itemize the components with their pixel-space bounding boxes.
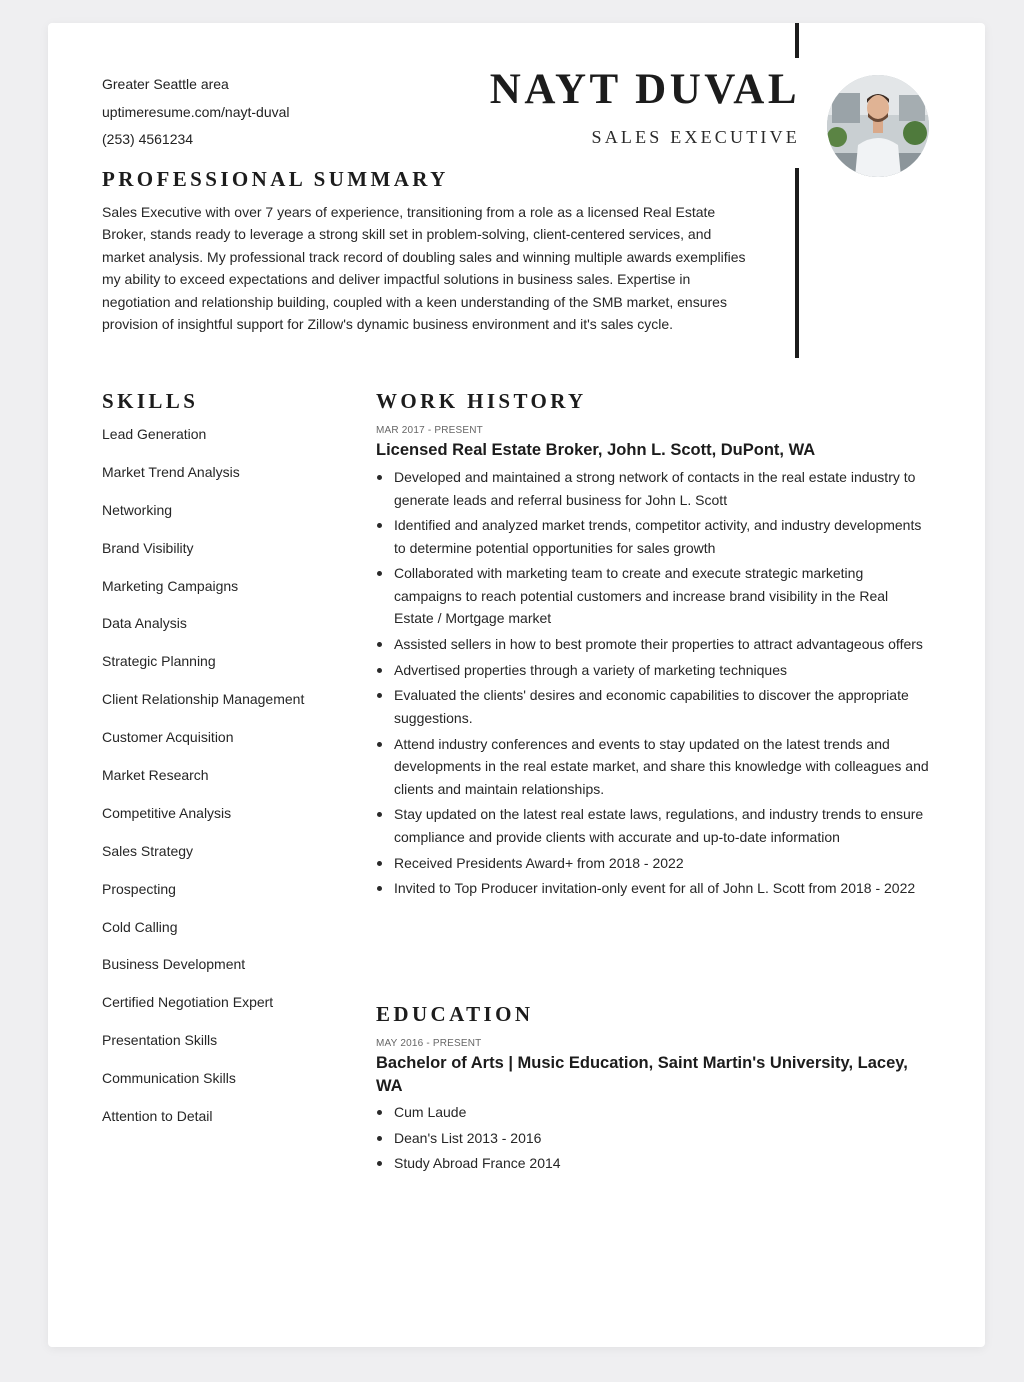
- work-role: Licensed Real Estate Broker, John L. Scott, DuPont, WA: [376, 441, 816, 459]
- bullet-icon: [377, 742, 382, 747]
- skills-heading: SKILLS: [102, 389, 199, 413]
- work-bullet: Received Presidents Award+ from 2018 - 2022: [376, 852, 931, 875]
- summary-heading: PROFESSIONAL SUMMARY: [102, 167, 449, 191]
- education-heading: EDUCATION: [376, 1002, 534, 1026]
- summary-text: Sales Executive with over 7 years of experience, transitioning from a role as a licensed Real Estate Broker, stands ready to leverage a strong skill set in problem-solving, client-centered services, and market analysis. My professional track record of doubling sales and winning multiple awards exemplifies my ability to exceed expectations and deliver impactful solutions in business sales. Expertise in negotiation and relationship building, coupled with a keen understanding of the SMB market, ensures provision of insightful support for Zillow's dynamic business environment and it's sales cycle.: [102, 204, 746, 333]
- work-bullet: Advertised properties through a variety of marketing techniques: [376, 659, 931, 682]
- bullet-icon: [377, 886, 382, 891]
- bullet-icon: [377, 523, 382, 528]
- education-bullet: Cum Laude: [376, 1101, 931, 1124]
- bullet-icon: [377, 812, 382, 817]
- work-bullet: Assisted sellers in how to best promote their properties to attract advantageous offers: [376, 633, 931, 656]
- skill-item: Market Research: [102, 767, 209, 784]
- skill-item: Prospecting: [102, 880, 176, 897]
- skill-item: Brand Visibility: [102, 539, 194, 556]
- work-bullet: Invited to Top Producer invitation-only event for all of John L. Scott from 2018 - 2022: [376, 877, 931, 900]
- divider-line: [795, 23, 799, 58]
- work-bullets: [376, 466, 931, 903]
- candidate-name: NAYT DUVAL: [489, 66, 800, 113]
- skill-item: Competitive Analysis: [102, 804, 232, 821]
- bullet-icon: [377, 1110, 382, 1115]
- skill-item: Attention to Detail: [102, 1108, 213, 1125]
- bullet-icon: [377, 1136, 382, 1141]
- bullet-icon: [377, 642, 382, 647]
- bullet-icon: [377, 475, 382, 480]
- contact-info: [102, 71, 290, 154]
- bullet-icon: [377, 668, 382, 673]
- bullet-icon: [377, 861, 382, 866]
- skill-item: Communication Skills: [102, 1070, 236, 1087]
- skill-item: Certified Negotiation Expert: [102, 994, 274, 1011]
- divider-line: [795, 168, 799, 358]
- website-link[interactable]: uptimeresume.com/nayt-duval: [102, 103, 290, 120]
- skills-list: [102, 424, 304, 1144]
- bullet-icon: [377, 693, 382, 698]
- work-bullet: Evaluated the clients' desires and economic capabilities to discover the appropriate suggestions.: [376, 684, 931, 729]
- work-bullet: Developed and maintained a strong network of contacts in the real estate industry to generate leads and referral business for John L. Scott: [376, 466, 931, 511]
- resume-page: [48, 23, 985, 1347]
- work-bullet: Stay updated on the latest real estate laws, regulations, and industry trends to ensure compliance and provide clients with accurate and up-to-date information: [376, 803, 931, 848]
- work-bullet: Attend industry conferences and events to stay updated on the latest trends and developments in the real estate market, and share this knowledge with colleagues and clients and maintain relationships.: [376, 733, 931, 801]
- education-bullet: Dean's List 2013 - 2016: [376, 1127, 931, 1150]
- work-bullet: Collaborated with marketing team to create and execute strategic marketing campaigns to reach potential customers and increase brand visibility in the Real Estate / Mortgage market: [376, 562, 931, 630]
- skill-item: Presentation Skills: [102, 1032, 218, 1049]
- phone-number: (253) 4561234: [102, 131, 194, 147]
- skill-item: Lead Generation: [102, 426, 207, 442]
- job-title: SALES EXECUTIVE: [591, 127, 800, 147]
- profile-photo: [827, 75, 929, 177]
- skill-item: Market Trend Analysis: [102, 463, 240, 480]
- skill-item: Networking: [102, 501, 173, 518]
- education-date: MAY 2016 - PRESENT: [376, 1038, 482, 1049]
- skill-item: Customer Acquisition: [102, 729, 234, 746]
- skill-item: Business Development: [102, 956, 246, 973]
- skill-item: Marketing Campaigns: [102, 577, 239, 594]
- work-history-heading: WORK HISTORY: [376, 389, 587, 413]
- bullet-icon: [377, 571, 382, 576]
- skill-item: Cold Calling: [102, 918, 178, 935]
- location: Greater Seattle area: [102, 76, 229, 92]
- education-bullet: Study Abroad France 2014: [376, 1152, 931, 1175]
- work-bullet: Identified and analyzed market trends, competitor activity, and industry developments to determine potential opportunities for sales growth: [376, 514, 931, 559]
- skill-item: Data Analysis: [102, 615, 187, 632]
- education-bullets: [376, 1101, 931, 1178]
- skill-item: Sales Strategy: [102, 842, 194, 859]
- skill-item: Client Relationship Management: [102, 691, 305, 708]
- work-date: MAR 2017 - PRESENT: [376, 425, 483, 436]
- education-degree: Bachelor of Arts | Music Education, Saint Martin's University, Lacey, WA: [376, 1054, 908, 1095]
- bullet-icon: [377, 1161, 382, 1166]
- skill-item: Strategic Planning: [102, 653, 216, 670]
